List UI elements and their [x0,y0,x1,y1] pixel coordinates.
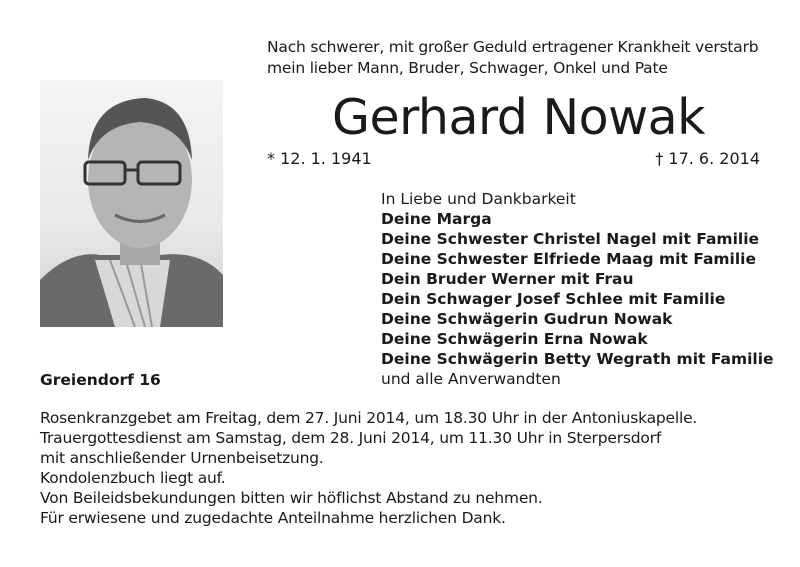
mourner: Dein Bruder Werner mit Frau [381,270,634,288]
service-info [40,408,697,528]
mourners-block [381,189,774,389]
relatives-line: und alle Anverwandten [381,370,561,388]
portrait-photo [40,80,223,327]
mourner: Deine Schwägerin Gudrun Nowak [381,310,673,328]
deceased-name: Gerhard Nowak [332,89,706,146]
mourner: Deine Schwägerin Betty Wegrath mit Familie [381,350,774,368]
info-line: Trauergottesdienst am Samstag, dem 28. Juni 2014, um 11.30 Uhr in Sterpersdorf [40,429,662,447]
info-line: mit anschließender Urnenbeisetzung. [40,449,324,467]
intro-line: mein lieber Mann, Bruder, Schwager, Onkel und Pate [267,59,668,77]
mourner: Deine Schwester Elfriede Maag mit Familie [381,250,757,268]
thanks-intro: In Liebe und Dankbarkeit [381,190,576,208]
mourner: Dein Schwager Josef Schlee mit Familie [381,290,726,308]
intro-text [267,37,758,79]
mourner: Deine Marga [381,210,492,228]
birth-date: * 12. 1. 1941 [267,149,372,168]
info-line: Kondolenzbuch liegt auf. [40,469,226,487]
info-line: Für erwiesene und zugedachte Anteilnahme herzlichen Dank. [40,509,506,527]
mourner: Deine Schwester Christel Nagel mit Familie [381,230,760,248]
mourner: Deine Schwägerin Erna Nowak [381,330,648,348]
info-line: Rosenkranzgebet am Freitag, dem 27. Juni 2014, um 18.30 Uhr in der Antoniuskapelle. [40,409,698,427]
info-line: Von Beileidsbekundungen bitten wir höflichst Abstand zu nehmen. [40,489,543,507]
death-date: † 17. 6. 2014 [655,149,760,168]
address: Greiendorf 16 [40,371,161,389]
intro-line: Nach schwerer, mit großer Geduld ertragener Krankheit verstarb [267,38,759,56]
